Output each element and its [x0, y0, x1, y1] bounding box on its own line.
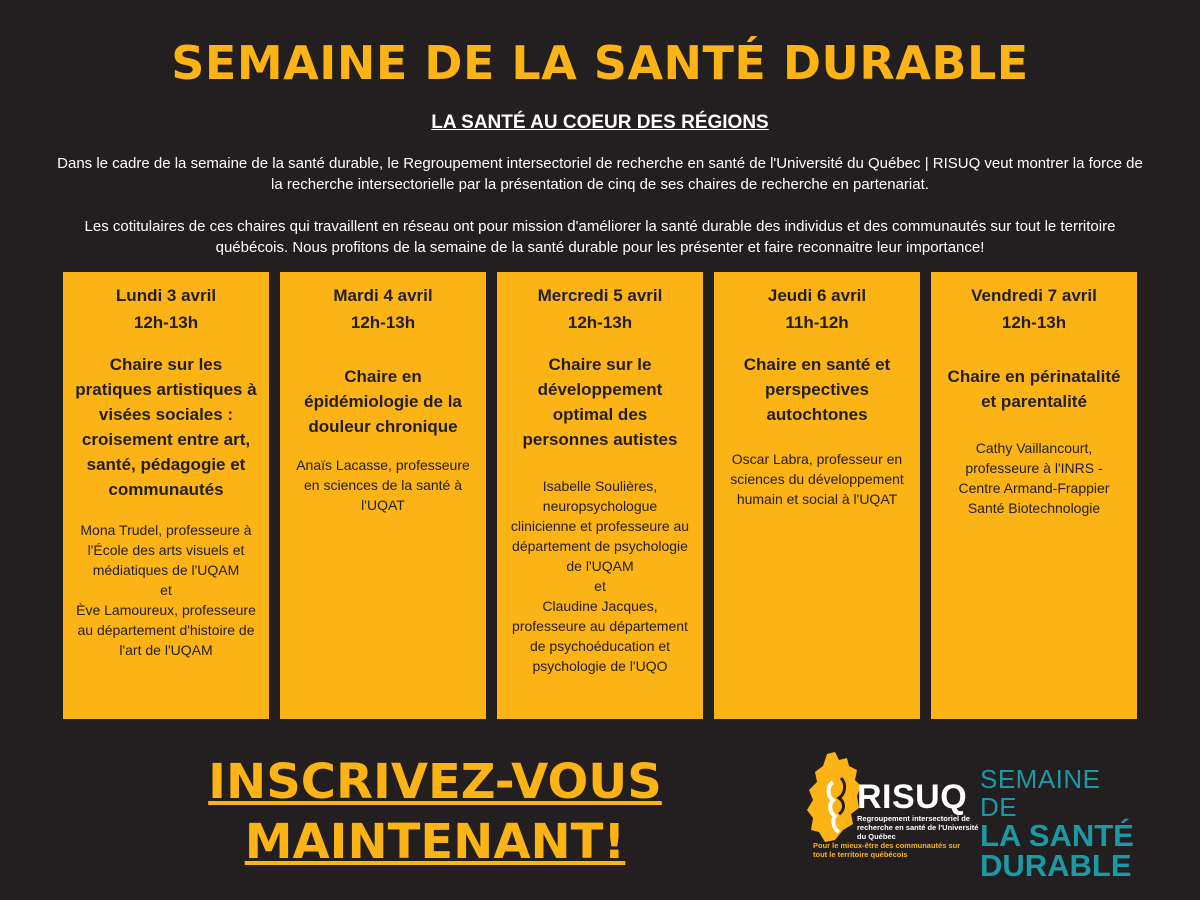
page-title: SEMAINE DE LA SANTÉ DURABLE — [171, 36, 1029, 90]
intro-paragraph-2: Les cotitulaires de ces chaires qui travaillent en réseau ont pour mission d'améliorer la santé durable des individus et des communautés sur tout le territoire québécois. Nous profitons de la semaine de la santé durable pour les présenter et faire reconnaitre leur importance! — [84, 218, 1116, 256]
card-people: Isabelle Soulières, neuropsychologue clinicienne et professeure au département de psychologie de l'UQAM et Claudine Jacques, professeure au département de psychoéducation et psychologie de l'UQO — [510, 478, 690, 674]
card-people: Oscar Labra, professeur en sciences du développement humain et social à l'UQAT — [730, 451, 904, 507]
card-chair: Chaire sur le développement optimal des personnes autistes — [522, 355, 678, 449]
card-day: Mardi 4 avril — [333, 286, 433, 305]
cta-line-2[interactable]: MAINTENANT! — [244, 814, 626, 870]
card-day: Lundi 3 avril — [115, 286, 217, 305]
risuq-logo — [805, 752, 980, 862]
card-wednesday — [497, 272, 703, 719]
risuq-subtitle: Regroupement intersectoriel de recherche en santé de l'Université du Québec — [857, 814, 979, 841]
intro-text — [50, 153, 1150, 258]
card-people: Mona Trudel, professeure à l'École des arts visuels et médiatiques de l'UQAM et Ève Lamoureux, professeure au département d'histoire de l'art de l'UQAM — [76, 522, 256, 658]
card-day: Jeudi 6 avril — [767, 286, 867, 305]
card-chair: Chaire en périnatalité et parentalité — [947, 367, 1121, 411]
card-day: Mercredi 5 avril — [537, 286, 663, 305]
card-thursday — [714, 272, 920, 719]
quebec-map-icon — [805, 752, 865, 844]
card-chair: Chaire en santé et perspectives autochtones — [743, 355, 891, 424]
card-time: 12h-13h — [1001, 313, 1067, 332]
card-day: Vendredi 7 avril — [971, 286, 1097, 305]
register-call-to-action[interactable] — [200, 752, 670, 872]
card-people: Anaïs Lacasse, professeure en sciences de la santé à l'UQAT — [296, 457, 470, 513]
card-friday — [931, 272, 1137, 719]
cta-line-1[interactable]: INSCRIVEZ-VOUS — [208, 754, 662, 810]
card-time: 12h-13h — [567, 313, 633, 332]
card-monday — [63, 272, 269, 719]
semaine-logo-line-1: SEMAINE DE — [980, 764, 1101, 822]
card-time: 12h-13h — [350, 313, 416, 332]
card-tuesday — [280, 272, 486, 719]
semaine-logo — [980, 765, 1140, 881]
risuq-name: RISUQ — [857, 778, 968, 816]
semaine-logo-line-3: DURABLE — [980, 848, 1132, 883]
risuq-tagline: Pour le mieux-être des communautés sur tout le territoire québécois — [813, 841, 961, 859]
semaine-logo-line-2: LA SANTÉ — [980, 818, 1134, 853]
card-chair: Chaire sur les pratiques artistiques à visées sociales : croisement entre art, santé, pédagogie et communautés — [75, 355, 257, 499]
intro-paragraph-1: Dans le cadre de la semaine de la santé durable, le Regroupement intersectoriel de recherche en santé de l'Université du Québec | RISUQ veut montrer la force de la recherche intersectorielle par la présentation de cinq de ses chaires de recherche en partenariat. — [57, 155, 1143, 193]
card-time: 11h-12h — [785, 313, 849, 332]
card-time: 12h-13h — [133, 313, 199, 332]
page-subtitle: LA SANTÉ AU COEUR DES RÉGIONS — [431, 112, 769, 133]
card-people: Cathy Vaillancourt, professeure à l'INRS - Centre Armand-Frappier Santé Biotechnologie — [958, 440, 1110, 516]
card-chair: Chaire en épidémiologie de la douleur chronique — [304, 367, 462, 436]
